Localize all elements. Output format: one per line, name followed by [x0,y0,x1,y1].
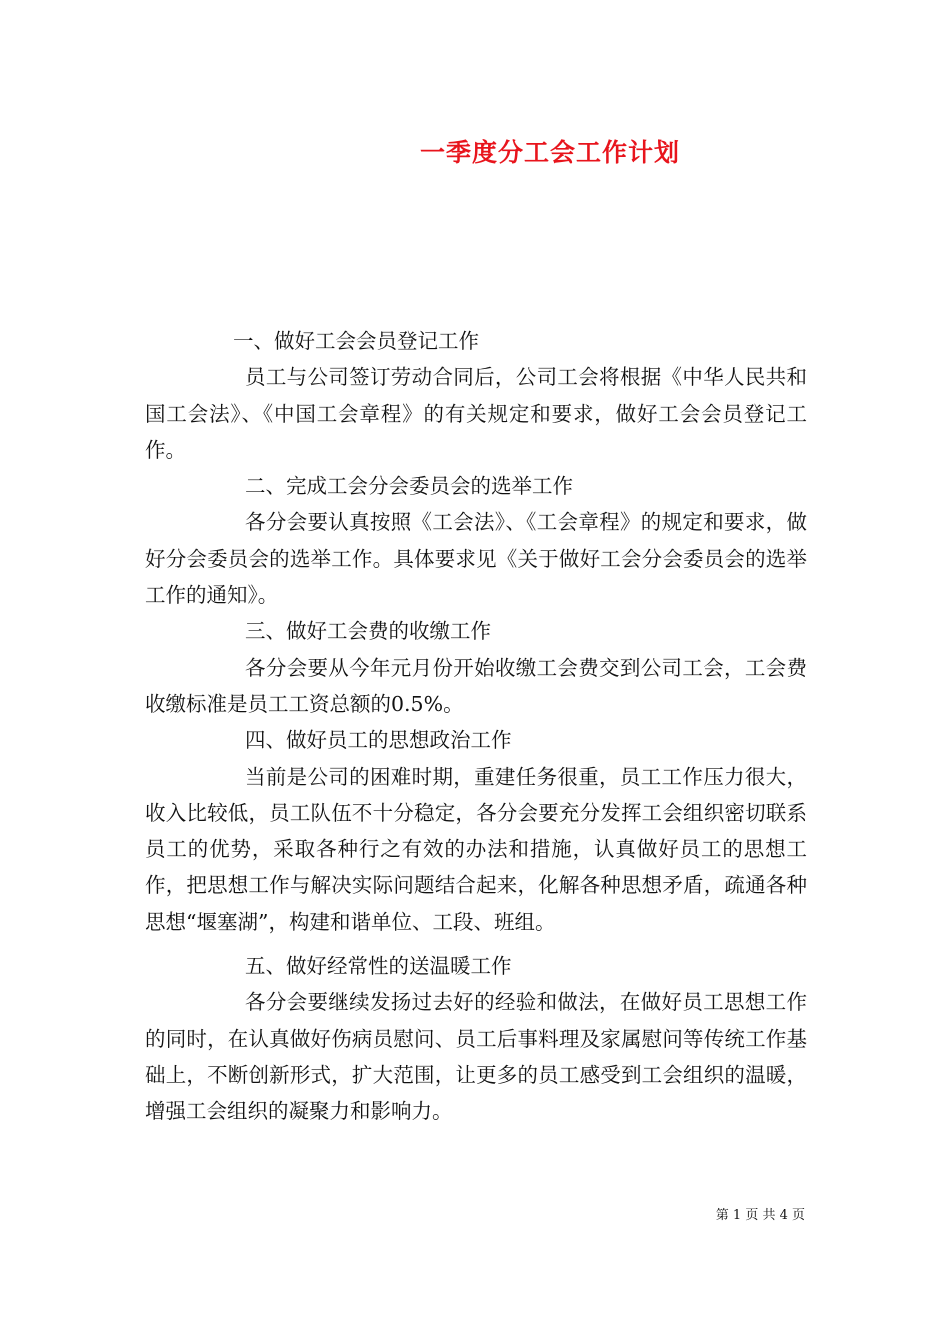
document-title: 一季度分工会工作计划 [419,138,680,167]
section-body-2: 各分会要认真按照《工会法》、《工会章程》的规定和要求，做好分会委员会的选举工作。具体要求见《关于做好工会分会委员会的选举工作的通知》。 [145,510,807,608]
section-heading-3: 三、做好工会费的收缴工作 [245,619,491,644]
section-heading-1: 一、做好工会会员登记工作 [233,329,479,353]
section-body-3: 各分会要从今年元月份开始收缴工会费交到公司工会，工会费收缴标准是员工工资总额的0.5%。 [145,655,807,716]
page-number-footer: 第 1 页 共 4 页 [715,1208,805,1223]
section-body-5: 各分会要继续发扬过去好的经验和做法，在做好员工思想工作的同时，在认真做好伤病员慰问、员工后事料理及家属慰问等传统工作基础上，不断创新形式，扩大范围，让更多的员工感受到工会组织的温暖，增强工会组织的凝聚力和影响力。 [145,990,807,1124]
section-body-4: 当前是公司的困难时期，重建任务很重，员工工作压力很大，收入比较低，员工队伍不十分稳定，各分会要充分发挥工会组织密切联系员工的优势，采取各种行之有效的办法和措施，认真做好员工的思想工作，把思想工作与解决实际问题结合起来，化解各种思想矛盾，疏通各种思想“堰塞湖”，构建和谐单位、工段、班组。 [145,764,807,934]
section-heading-4: 四、做好员工的思想政治工作 [245,728,512,753]
section-body-1: 员工与公司签订劳动合同后，公司工会将根据《中华人民共和国工会法》、《中国工会章程》的有关规定和要求，做好工会会员登记工作。 [145,365,807,462]
section-heading-5: 五、做好经常性的送温暖工作 [245,954,512,979]
section-heading-2: 二、完成工会分会委员会的选举工作 [245,474,573,499]
section-spacer [145,940,807,948]
document-body [145,323,807,1130]
